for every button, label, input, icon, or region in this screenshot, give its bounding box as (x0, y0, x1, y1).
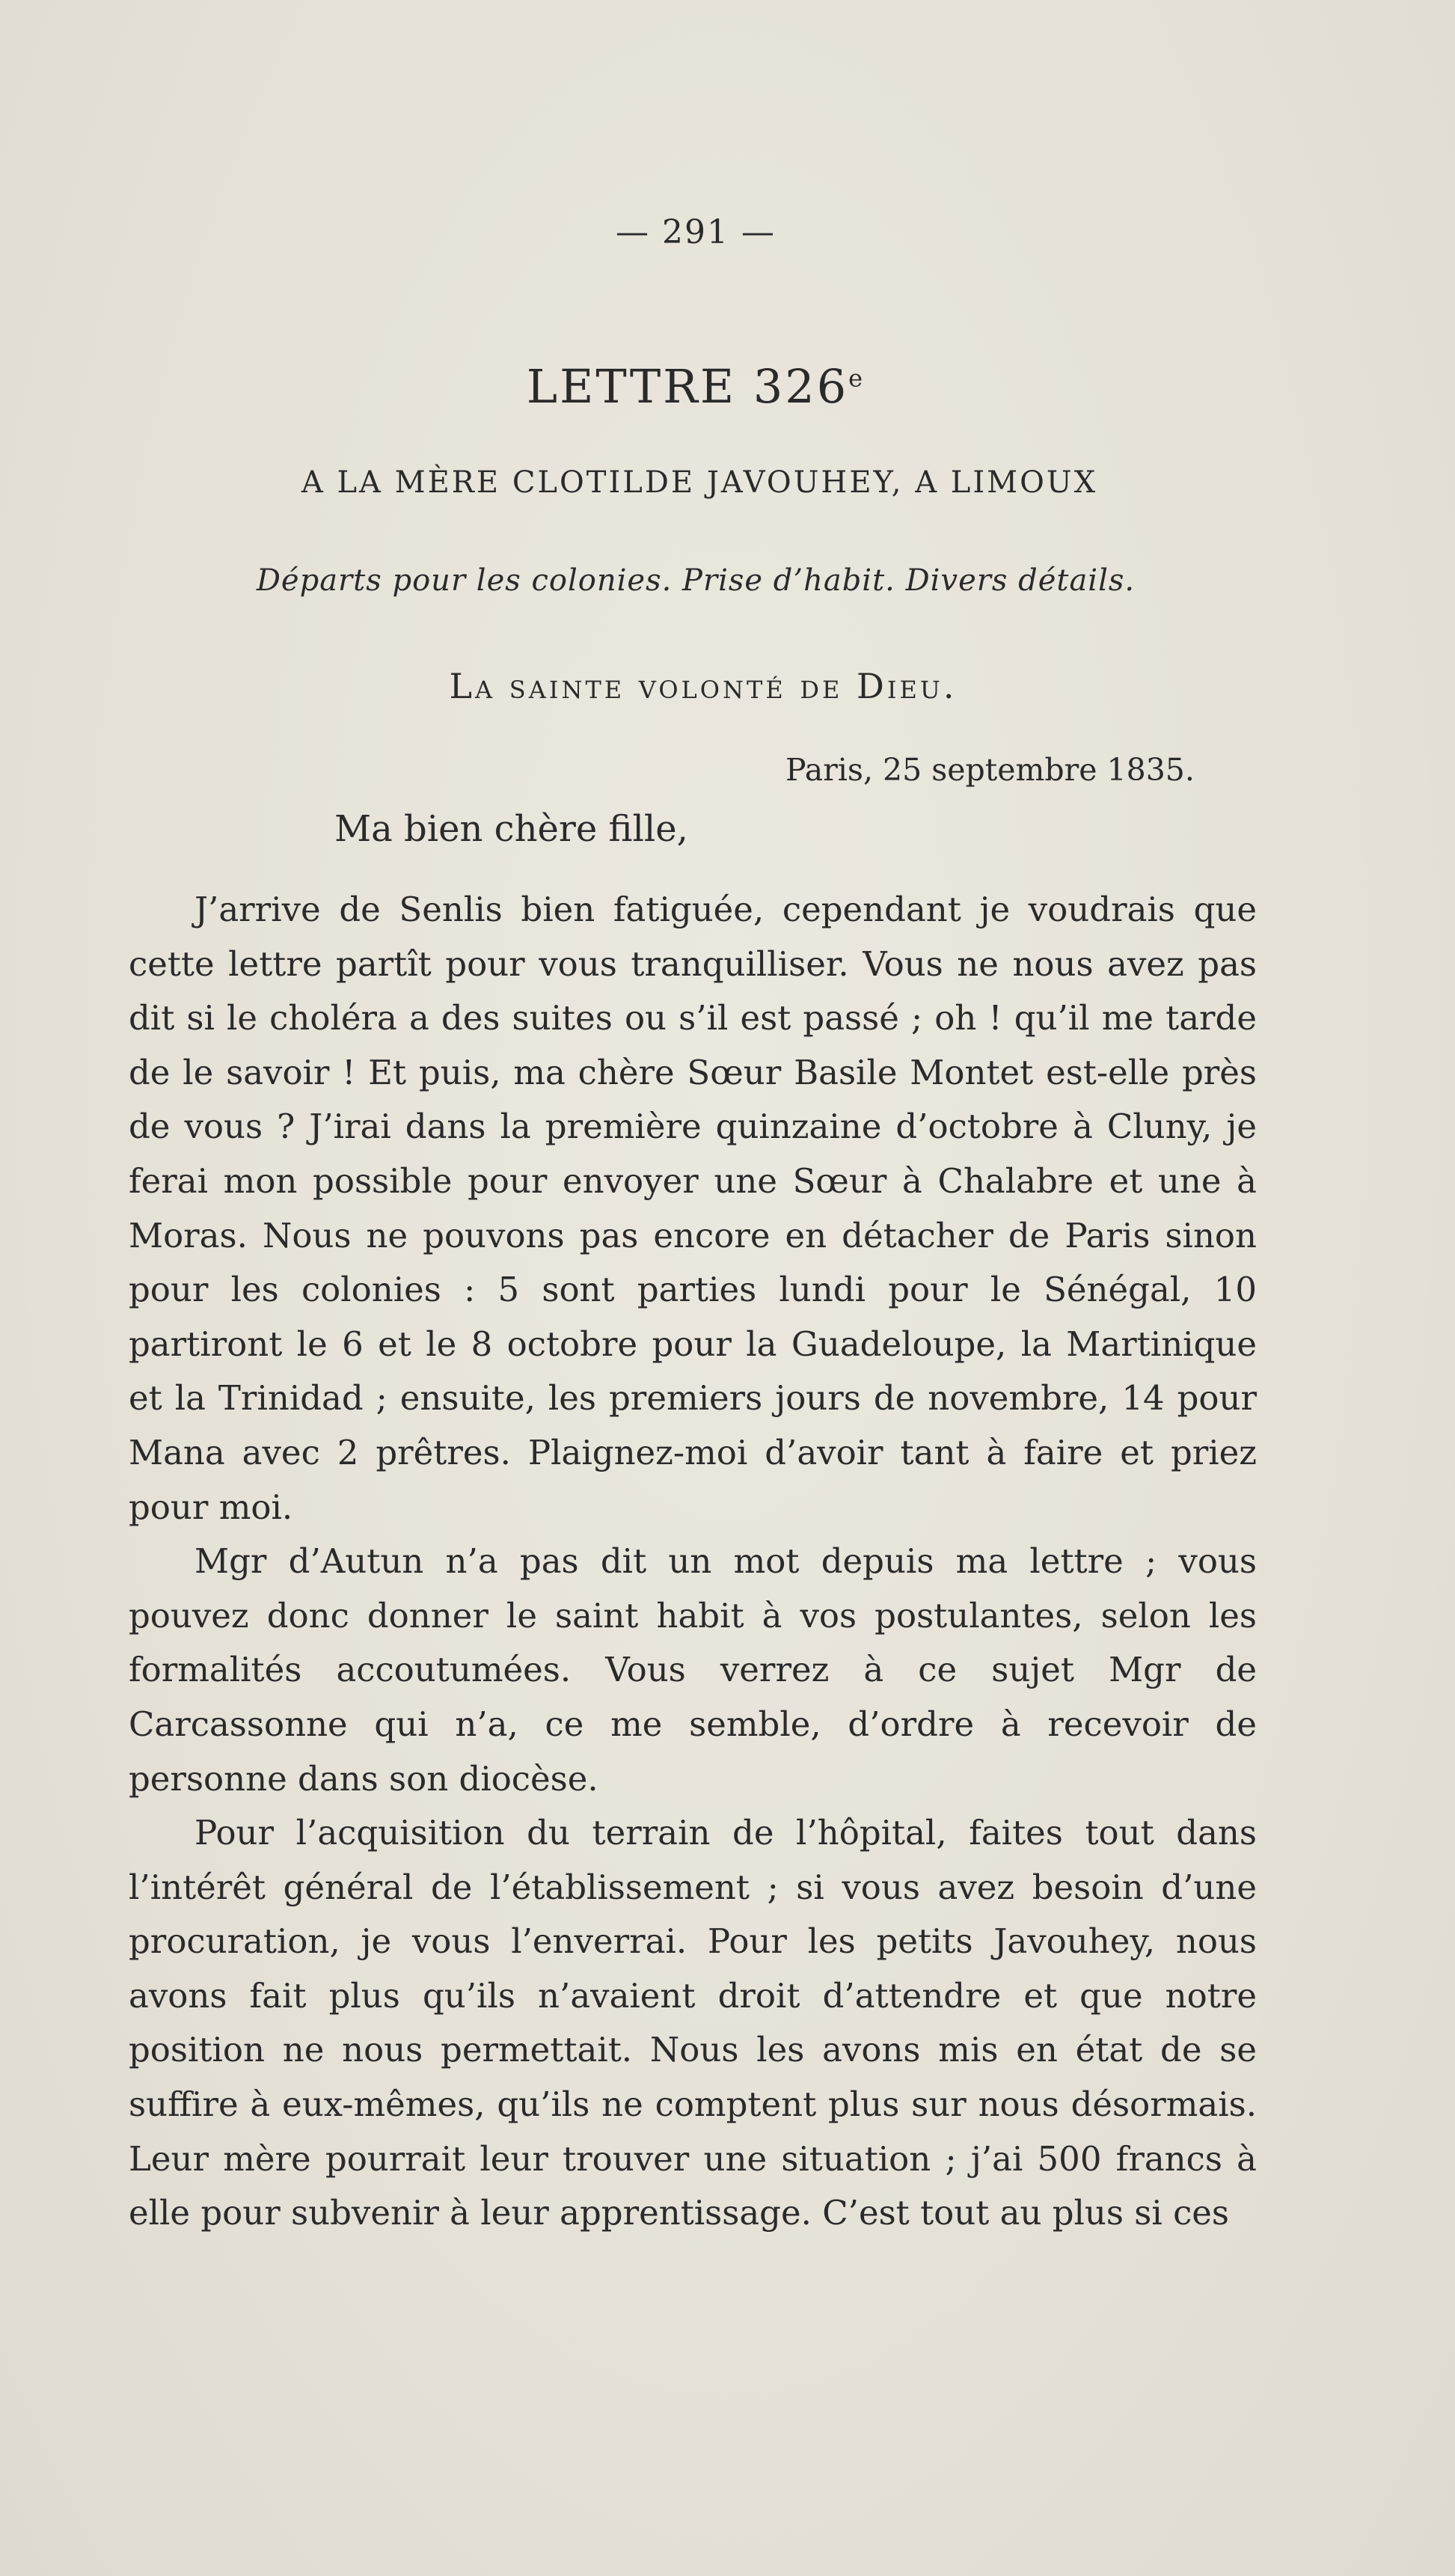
letter-date: Paris, 25 septembre 1835. (785, 752, 1195, 788)
letter-title-text: LETTRE 326 (526, 359, 849, 414)
page-number: — 291 — (616, 213, 776, 251)
letter-motto: La sainte volonté de Dieu. (449, 666, 958, 706)
letter-title (0, 359, 1391, 414)
letter-salutation: Ma bien chère fille, (334, 808, 688, 850)
paragraph: Mgr d’Autun n’a pas dit un mot depuis ma lettre ; vous pouvez donc donner le saint habit à vos postulantes, selon les formalités accoutumées. Vous verrez à ce sujet Mgr de Carcassonne qui n’a, ce me semble, d’ordre à recevoir de personne dans son diocèse. (129, 1541, 1257, 1799)
paragraph: J’arrive de Senlis bien fatiguée, cependant je voudrais que cette lettre partît pour vous tranquilliser. Vous ne nous avez pas dit si le choléra a des suites ou s’il est passé ; oh ! qu’il me tarde de le savoir ! Et puis, ma chère Sœur Basile Montet est-elle près de vous ? J’irai dans la première quinzaine d’octobre à Cluny, je ferai mon possible pour envoyer une Sœur à Chalabre et une à Moras. Nous ne pouvons pas encore en détacher de Paris sinon pour les colonies : 5 sont parties lundi pour le Sénégal, 10 partiront le 6 et le 8 octobre pour la Guadeloupe, la Martinique et la Trinidad ; ensuite, les premiers jours de novembre, 14 pour Mana avec 2 prêtres. Plaignez-moi d’avoir tant à faire et priez pour moi. (129, 890, 1257, 1527)
letter-body (129, 883, 1257, 2241)
letter-subject: Départs pour les colonies. Prise d’habit. Divers détails. (256, 563, 1136, 598)
paragraph: Pour l’acquisition du terrain de l’hôpital, faites tout dans l’intérêt général de l’établissement ; si vous avez besoin d’une procuration, je vous l’enverrai. Pour les petits Javouhey, nous avons fait plus qu’ils n’avaient droit d’attendre et que notre position ne nous permettait. Nous les avons mis en état de se suffire à eux-mêmes, qu’ils ne comptent plus sur nous désormais. Leur mère pourrait leur trouver une situation ; j’ai 500 francs à elle pour subvenir à leur apprentissage. C’est tout au plus si ces (129, 1813, 1257, 2233)
letter-title-superscript: e (848, 364, 866, 393)
letter-recipient: A LA MÈRE CLOTILDE JAVOUHEY, A LIMOUX (301, 465, 1098, 500)
